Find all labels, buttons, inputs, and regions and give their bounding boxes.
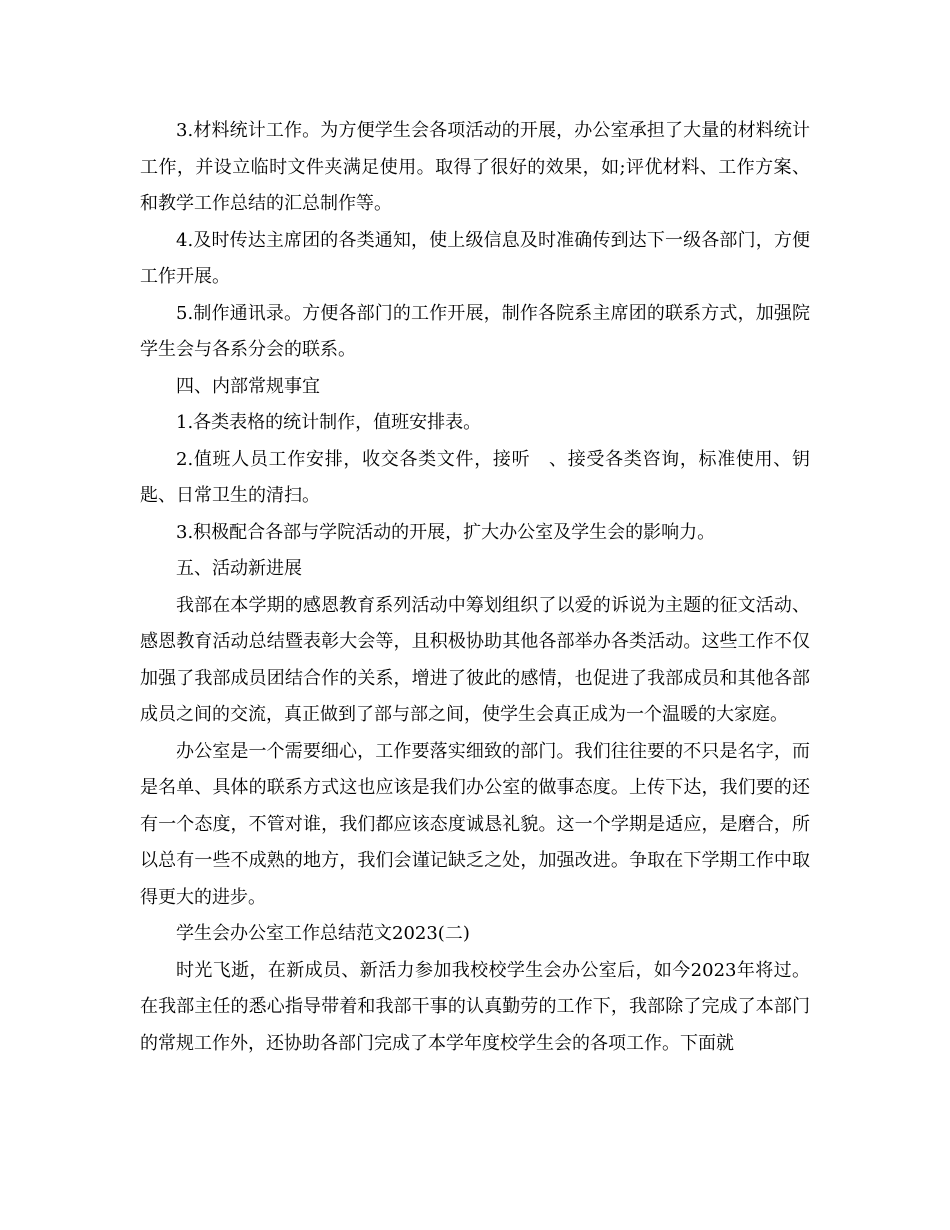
section-heading-internal-routine: 四、内部常规事宜 bbox=[176, 375, 320, 397]
paragraph-materials-statistics: 3.材料统计工作。为方便学生会各项活动的开展，办公室承担了大量的材料统计工作，并设立临时文件夹满足使用。取得了很好的效果，如;评优材料、工作方案、和教学工作总结的汇总制作等。 bbox=[140, 120, 810, 214]
paragraph-duty-arrangement: 2.值班人员工作安排，收交各类文件，接听 、接受各类咨询，标准使用、钥匙、日常卫生的清扫。 bbox=[140, 448, 810, 506]
paragraph-form-statistics: 1.各类表格的统计制作，值班安排表。 bbox=[176, 412, 482, 433]
paragraph-office-attitude: 办公室是一个需要细心，工作要落实细致的部门。我们往往要的不只是名字，而是名单、具体的联系方式这也应该是我们办公室的做事态度。上传下达，我们要的还有一个态度，不管对谁，我们都应该态度诚恳礼貌。这一个学期是适应，是磨合，所以总有一些不成熟的地方，我们会谨记缺乏之处，加强改进。争取在下学期工作中取得更大的进步。 bbox=[140, 740, 810, 908]
paragraph-cooperation: 3.积极配合各部与学院活动的开展，扩大办公室及学生会的影响力。 bbox=[176, 521, 716, 543]
section-heading-activity-progress: 五、活动新进展 bbox=[176, 558, 302, 579]
paragraph-notice-relay: 4.及时传达主席团的各类通知，使上级信息及时准确传到达下一级各部门，方便工作开展。 bbox=[140, 229, 810, 287]
paragraph-contact-directory: 5.制作通讯录。方便各部门的工作开展，制作各院系主席团的联系方式，加强院学生会与各系分会的联系。 bbox=[140, 302, 810, 360]
article-title-part-two: 学生会办公室工作总结范文2023(二) bbox=[176, 923, 470, 944]
document-body bbox=[140, 113, 810, 1062]
paragraph-year-summary-intro: 时光飞逝，在新成员、新活力参加我校校学生会办公室后，如今2023年将过。在我部主任的悉心指导带着和我部干事的认真勤劳的工作下，我部除了完成了本部门的常规工作外，还协助各部门完成了本学年度校学生会的各项工作。下面就 bbox=[140, 959, 810, 1054]
paragraph-gratitude-activities: 我部在本学期的感恩教育系列活动中筹划组织了以爱的诉说为主题的征文活动、感恩教育活动总结暨表彰大会等，且积极协助其他各部举办各类活动。这些工作不仅加强了我部成员团结合作的关系，增进了彼此的感情，也促进了我部成员和其他各部成员之间的交流，真正做到了部与部之间，使学生会真正成为一个温暖的大家庭。 bbox=[140, 594, 810, 725]
